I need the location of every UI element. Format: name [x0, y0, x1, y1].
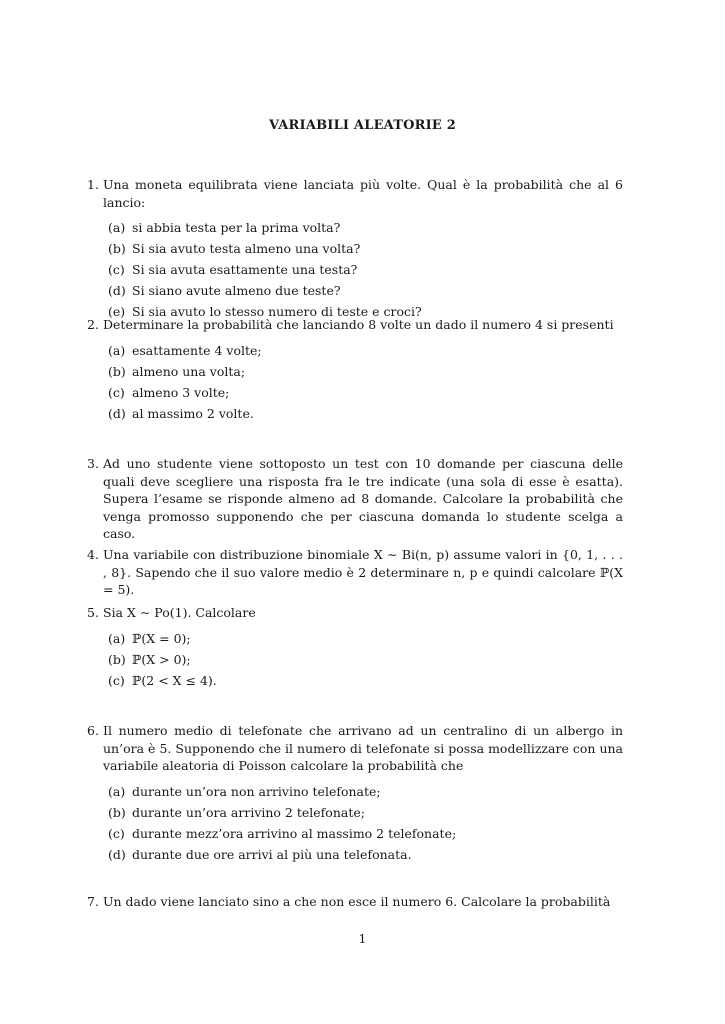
- problem-text: Una moneta equilibrata viene lanciata più volte. Qual è la probabilità che al 6 lancio:: [103, 177, 623, 210]
- subquestion-label: (a): [108, 630, 126, 646]
- problem-4: [87, 546, 623, 599]
- subquestion-label: (d): [108, 283, 126, 298]
- problem-number: 4.: [87, 547, 99, 562]
- subquestion-label: (c): [108, 384, 125, 400]
- subquestion-label: (d): [108, 405, 126, 421]
- problem-text: Una variabile con distribuzione binomiale X ∼ Bi(n, p) assume valori in {0, 1, . . . , 8}. Sapendo che il suo valore medio è 2 determinare n, p e quindi calcolare ℙ(X = 5).: [103, 547, 623, 597]
- subquestion-text: durante un’ora arrivino 2 telefonate;: [132, 804, 365, 820]
- problem-number: 7.: [87, 894, 99, 909]
- page-title: VARIABILI ALEATORIE 2: [268, 118, 457, 133]
- subquestion-text: Si siano avute almeno due teste?: [132, 283, 341, 298]
- subquestion-label: (b): [108, 241, 126, 256]
- subquestion-list: [108, 781, 623, 865]
- problem-number: 5.: [87, 605, 99, 620]
- subquestion-label: (c): [108, 825, 125, 841]
- problem-number: 6.: [87, 723, 99, 738]
- subquestion-label: (c): [108, 262, 125, 277]
- problem-text: Sia X ∼ Po(1). Calcolare: [103, 605, 256, 620]
- subquestion-text: Si sia avuto lo stesso numero di teste e croci?: [132, 304, 422, 319]
- problem-1: [87, 176, 623, 322]
- subquestion-label: (d): [108, 846, 126, 862]
- problem-text: Il numero medio di telefonate che arrivano ad un centralino di un albergo in un’ora è 5. Supponendo che il numero di telefonate si possa modellizzare con una variabile aleatoria di Poisson calcolare la probabilità che: [103, 723, 623, 773]
- problem-number: 1.: [87, 177, 99, 192]
- subquestion-text: Si sia avuta esattamente una testa?: [132, 262, 358, 277]
- subquestion-label: (a): [108, 342, 126, 358]
- subquestion: [108, 649, 623, 670]
- subquestion-list: [108, 628, 623, 691]
- subquestion-list: [108, 217, 623, 322]
- subquestion-text: durante un’ora non arrivino telefonate;: [132, 783, 381, 799]
- subquestion: [108, 280, 623, 301]
- subquestion: [108, 802, 623, 823]
- subquestion: [108, 844, 623, 865]
- subquestion-text: ℙ(X = 0);: [132, 630, 191, 646]
- subquestion-text: ℙ(X > 0);: [132, 651, 191, 667]
- subquestion-text: almeno 3 volte;: [132, 384, 230, 400]
- problem-5: [87, 604, 623, 691]
- problem-text: Un dado viene lanciato sino a che non esce il numero 6. Calcolare la probabilità: [103, 894, 611, 909]
- problem-2: [87, 316, 623, 424]
- subquestion: [108, 259, 623, 280]
- subquestion-label: (b): [108, 651, 126, 667]
- subquestion: [108, 361, 623, 382]
- page-number: 1: [358, 931, 367, 946]
- subquestion-label: (e): [108, 304, 126, 319]
- subquestion: [108, 340, 623, 361]
- subquestion-label: (a): [108, 220, 126, 235]
- problem-text: Determinare la probabilità che lanciando 8 volte un dado il numero 4 si presenti: [103, 317, 614, 332]
- subquestion: [108, 628, 623, 649]
- subquestion-text: durante due ore arrivi al più una telefonata.: [132, 846, 412, 862]
- subquestion-text: si abbia testa per la prima volta?: [132, 220, 341, 235]
- subquestion: [108, 781, 623, 802]
- subquestion: [108, 670, 623, 691]
- subquestion-text: esattamente 4 volte;: [132, 342, 262, 358]
- subquestion: [108, 382, 623, 403]
- subquestion-label: (b): [108, 363, 126, 379]
- subquestion-text: al massimo 2 volte.: [132, 405, 254, 421]
- problem-text: Ad uno studente viene sottoposto un test con 10 domande per ciascuna delle quali deve scegliere una risposta fra le tre indicate (una sola di esse è esatta). Supera l’esame se risponde almeno ad 8 domande. Calcolare la probabilità che venga promosso supponendo che per ciascuna domanda lo studente scelga a caso.: [103, 456, 623, 541]
- subquestion-text: ℙ(2 < X ≤ 4).: [132, 672, 217, 688]
- subquestion-label: (b): [108, 804, 126, 820]
- subquestion: [108, 823, 623, 844]
- problem-number: 3.: [87, 456, 99, 471]
- subquestion-list: [108, 340, 623, 424]
- subquestion-text: durante mezz’ora arrivino al massimo 2 telefonate;: [132, 825, 457, 841]
- problem-number: 2.: [87, 317, 99, 332]
- subquestion-text: almeno una volta;: [132, 363, 246, 379]
- subquestion: [108, 217, 623, 238]
- subquestion: [108, 403, 623, 424]
- subquestion-label: (c): [108, 672, 125, 688]
- subquestion: [108, 238, 623, 259]
- subquestion-label: (a): [108, 783, 126, 799]
- problem-7: [87, 893, 623, 911]
- problem-6: [87, 722, 623, 865]
- subquestion-text: Si sia avuto testa almeno una volta?: [132, 241, 361, 256]
- problem-3: [87, 455, 623, 543]
